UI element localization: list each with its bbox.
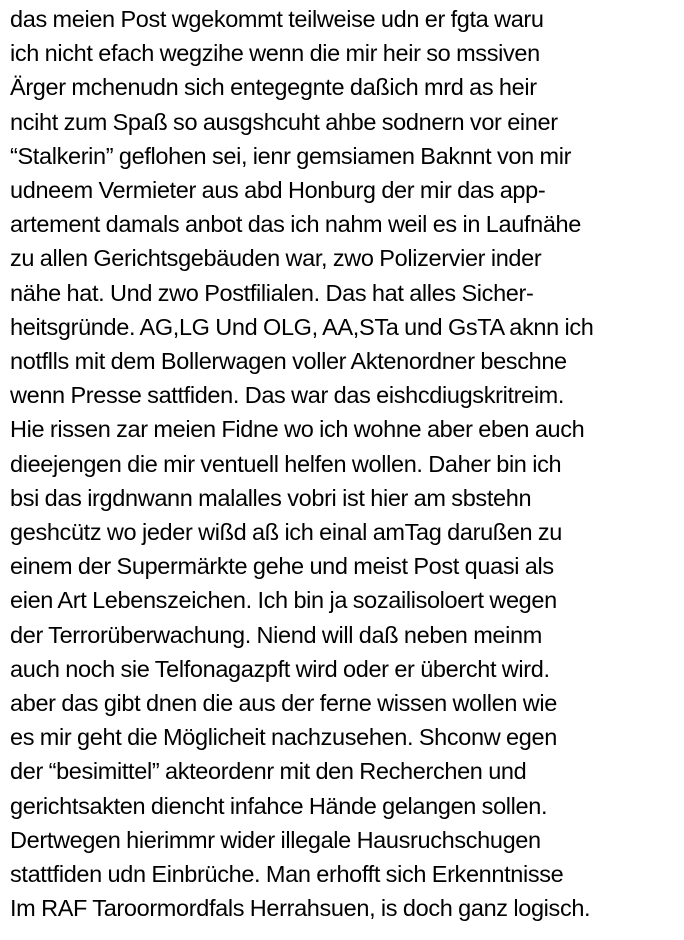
text-line-21: aber das gibt dnen die aus der ferne wissen wollen wie [10,690,557,717]
text-line-6: udneem Vermieter aus abd Honburg der mir das app- [10,177,546,204]
text-line-26: stattfiden udn Einbrüche. Man erhofft sich Erkenntnisse [10,861,564,888]
text-line-14: dieejengen die mir ventuell helfen wollen. Daher bin ich [10,450,562,477]
text-line-20: auch noch sie Telfonagazpft wird oder er übercht wird. [10,655,550,682]
text-line-7: artement damals anbot das ich nahm weil es in Laufnähe [10,211,581,238]
text-line-27: Im RAF Taroormordfals Herrahsuen, is doch ganz logisch. [10,895,591,922]
text-line-1: das meien Post wgekommt teilweise udn er fgta waru [10,6,544,32]
text-line-8: zu allen Gerichtsgebäuden war, zwo Polizervier inder [10,245,542,272]
text-line-9: nähe hat. Und zwo Postfilialen. Das hat alles Sicher- [10,279,534,306]
text-line-17: einem der Supermärkte gehe und meist Post quasi als [10,553,554,580]
text-line-10: heitsgründe. AG,LG Und OLG, AA,STa und GsTA aknn ich [10,313,594,340]
text-line-5: “Stalkerin” geflohen sei, ienr gemsiamen Baknnt von mir [10,142,572,169]
text-line-3: Ärger mchenudn sich entegegnte daßich mrd as heir [10,74,537,101]
text-line-22: es mir geht die Möglicheit nachzusehen. Shconw egen [10,724,557,751]
text-line-18: eien Art Lebenszeichen. Ich bin ja sozailisoloert wegen [10,587,557,614]
text-line-4: nciht zum Spaß so ausgshcuht ahbe sodnern vor einer [10,108,558,135]
text-line-25: Dertwegen hierimmr wider illegale Hausruchschugen [10,826,541,853]
text-line-15: bsi das irgdnwann malalles vobri ist hier am sbstehn [10,484,532,511]
text-line-12: wenn Presse sattfiden. Das war das eishcdiugskritreim. [10,382,565,409]
text-line-13: Hie rissen zar meien Fidne wo ich wohne aber eben auch [10,416,585,443]
text-line-11: notflls mit dem Bollerwagen voller Aktenordner beschne [10,348,567,375]
document-body [10,2,680,925]
text-line-24: gerichtsakten diencht infahce Hände gelangen sollen. [10,792,548,819]
text-line-23: der “besimittel” akteordenr mit den Recherchen und [10,758,527,785]
text-line-2: ich nicht efach wegzihe wenn die mir heir so mssiven [10,40,540,67]
text-line-16: geshcütz wo jeder wißd aß ich einal amTag darußen zu [10,519,563,546]
text-line-19: der Terrorüberwachung. Niend will daß neben meinm [10,621,542,648]
